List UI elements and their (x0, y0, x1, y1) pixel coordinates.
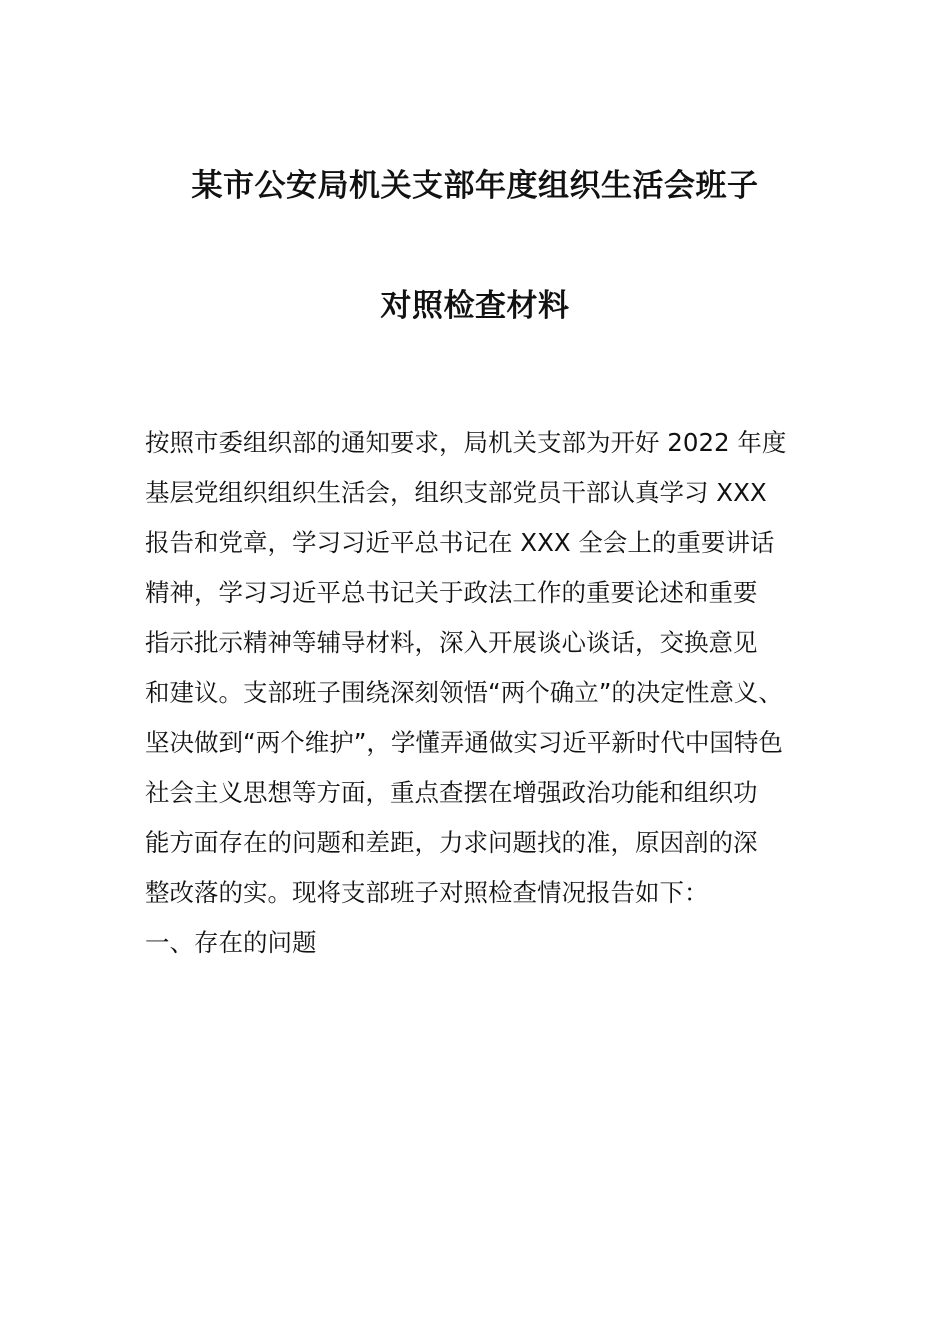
body-line: 坚决做到“两个维护”，学懂弄通做实习近平新时代中国特色 (145, 728, 783, 757)
document-body (145, 418, 815, 968)
body-line: 报告和党章，学习习近平总书记在 XXX 全会上的重要讲话 (145, 528, 775, 557)
section-heading: 一、存在的问题 (145, 928, 317, 957)
body-line: 整改落的实。现将支部班子对照检查情况报告如下： (145, 878, 709, 907)
body-line: 基层党组织组织生活会，组织支部党员干部认真学习 XXX (145, 478, 767, 507)
body-line: 按照市委组织部的通知要求，局机关支部为开好 2022 年度 (145, 428, 787, 457)
body-line: 和建议。支部班子围绕深刻领悟“两个确立”的决定性意义、 (145, 678, 783, 707)
body-line: 能方面存在的问题和差距，力求问题找的准，原因剖的深 (145, 828, 758, 857)
body-line: 指示批示精神等辅导材料，深入开展谈心谈话，交换意见 (145, 628, 758, 657)
body-line: 精神，学习习近平总书记关于政法工作的重要论述和重要 (145, 578, 758, 607)
body-line: 社会主义思想等方面，重点查摆在增强政治功能和组织功 (145, 778, 758, 807)
document-title-line-1: 某市公安局机关支部年度组织生活会班子 (191, 168, 759, 204)
document-title-line-2: 对照检查材料 (380, 288, 570, 324)
